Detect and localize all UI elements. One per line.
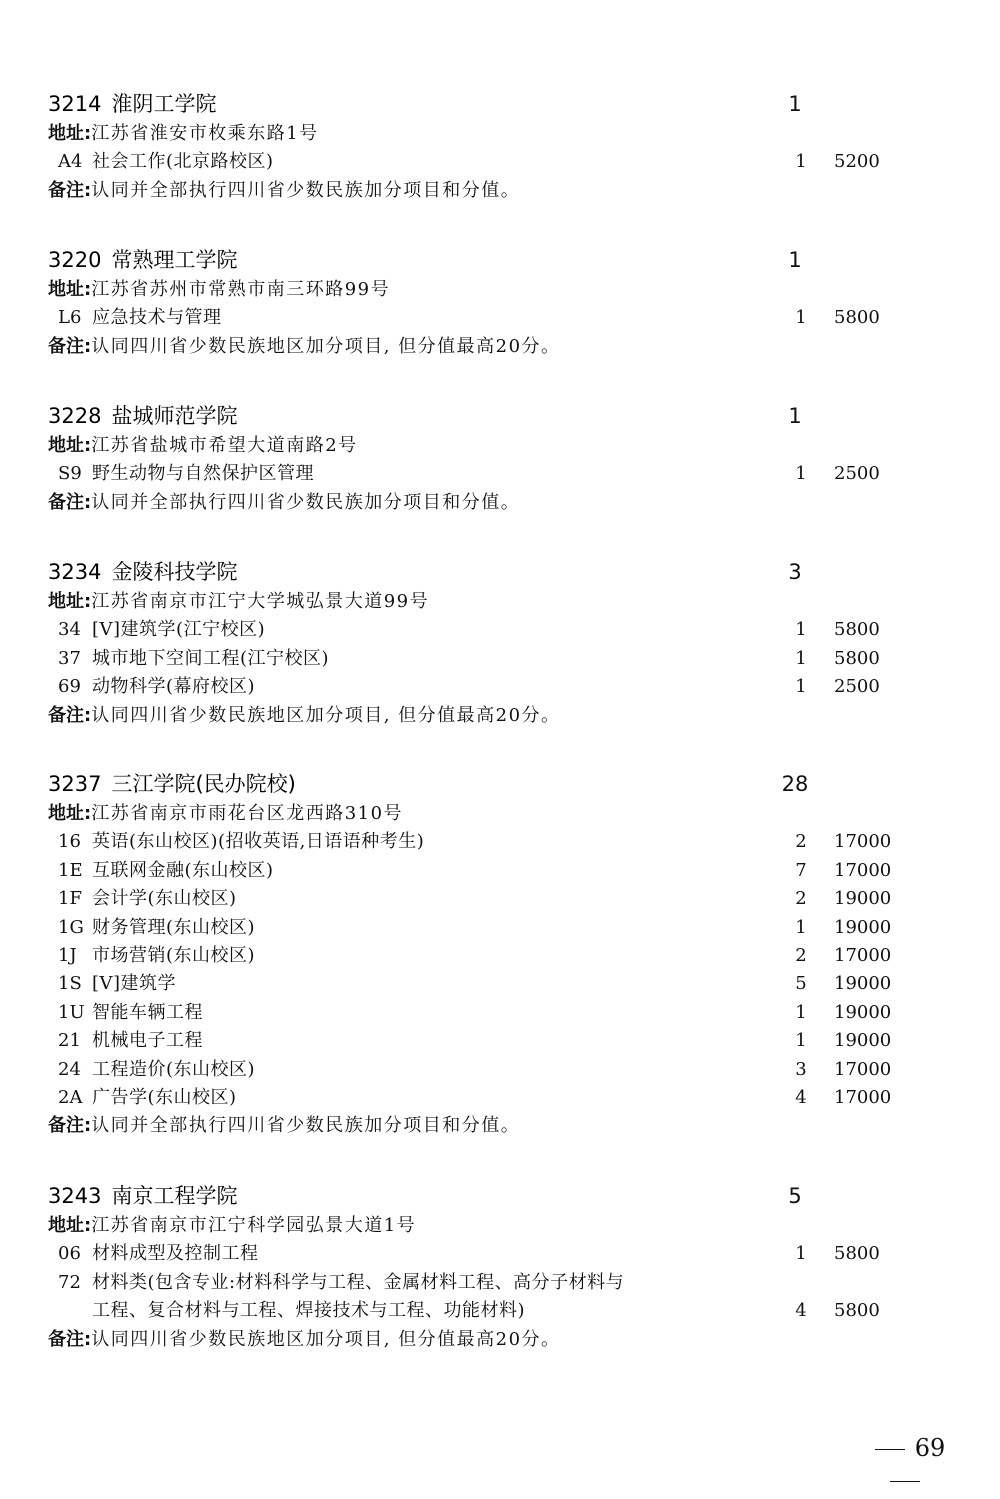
address-line: [48, 276, 390, 304]
school-header: [0, 768, 1000, 800]
major-code: 06: [58, 1243, 81, 1265]
address-text: 江苏省盐城市希望大道南路2号: [91, 435, 358, 456]
major-count: 1: [795, 619, 807, 641]
major-name: 互联网金融(东山校区): [92, 859, 274, 881]
major-count: 4: [795, 1300, 807, 1322]
school-block: [0, 1180, 1000, 1354]
major-name: 智能车辆工程: [92, 1001, 203, 1023]
address-row: [0, 1212, 1000, 1240]
major-name: 社会工作(北京路校区): [92, 151, 274, 173]
school-header: [0, 1180, 1000, 1212]
major-row: [0, 970, 1000, 998]
major-count: 1: [795, 1030, 807, 1052]
note-label: 备注:: [48, 704, 92, 726]
major-fee: 19000: [834, 916, 892, 938]
school-header: [0, 244, 1000, 276]
school-header: [0, 400, 1000, 432]
major-name: 动物科学(幕府校区): [92, 676, 256, 698]
address-line: [48, 432, 358, 460]
major-code: 1U: [58, 1001, 85, 1023]
major-row: [0, 616, 1000, 644]
school-title: [48, 244, 237, 276]
school-name: 南京工程学院: [111, 1184, 238, 1208]
major-count: 1: [795, 307, 807, 329]
major-name: 会计学(东山校区): [92, 888, 237, 910]
school-title: [48, 556, 237, 588]
major-row: [0, 148, 1000, 176]
school-total-quota: 1: [788, 92, 802, 116]
major-code: 1E: [58, 859, 83, 881]
dash-left: [875, 1449, 905, 1451]
major-name: 广告学(东山校区): [92, 1086, 237, 1108]
address-text: 江苏省南京市雨花台区龙西路310号: [91, 803, 404, 824]
address-row: [0, 432, 1000, 460]
school-header: [0, 88, 1000, 120]
school-code: 3243: [48, 1184, 102, 1208]
school-code: 3234: [48, 560, 102, 584]
note-row: [0, 177, 1000, 205]
school-total-quota: 28: [781, 772, 809, 796]
major-row: [0, 1269, 1000, 1297]
address-line: [48, 1212, 416, 1240]
note-text: 认同四川省少数民族地区加分项目, 但分值最高20分。: [91, 1328, 561, 1350]
major-row: [0, 1084, 1000, 1112]
school-name: 淮阴工学院: [111, 92, 217, 116]
major-code: 1J: [58, 944, 77, 966]
major-code: A4: [58, 151, 83, 173]
major-fee: 19000: [834, 1030, 892, 1052]
address-line: [48, 588, 429, 616]
address-label: 地址:: [48, 279, 92, 300]
address-line: [48, 800, 403, 828]
school-block: [0, 556, 1000, 730]
major-count: 1: [795, 647, 807, 669]
school-title: [48, 768, 296, 800]
major-count: 5: [795, 973, 807, 995]
major-fee: 17000: [834, 859, 892, 881]
major-fee: 5800: [834, 619, 880, 641]
major-code: 37: [58, 647, 81, 669]
major-fee: 19000: [834, 973, 892, 995]
major-fee: 17000: [834, 831, 892, 853]
address-row: [0, 276, 1000, 304]
major-row-continued: [0, 1297, 1000, 1325]
note-row: [0, 333, 1000, 361]
note-text: 认同四川省少数民族地区加分项目, 但分值最高20分。: [91, 704, 561, 726]
major-code: L6: [58, 307, 82, 329]
major-fee: 5800: [834, 1243, 880, 1265]
major-name: 英语(东山校区)(招收英语,日语语种考生): [92, 831, 425, 853]
major-code: 1G: [58, 916, 84, 938]
major-fee: 5200: [834, 151, 880, 173]
major-fee: 17000: [834, 1086, 892, 1108]
major-row: [0, 942, 1000, 970]
school-name: 金陵科技学院: [111, 560, 238, 584]
major-code: 34: [58, 619, 81, 641]
major-code: 16: [58, 831, 81, 853]
major-row: [0, 857, 1000, 885]
school-code: 3220: [48, 248, 102, 272]
major-name: 财务管理(东山校区): [92, 916, 256, 938]
major-name: 材料成型及控制工程: [92, 1243, 259, 1265]
school-title: [48, 88, 216, 120]
major-count: 2: [795, 831, 807, 853]
dash-right: [890, 1481, 920, 1483]
major-row: [0, 828, 1000, 856]
page-number: [846, 1432, 964, 1464]
address-label: 地址:: [48, 123, 92, 144]
note-label: 备注:: [48, 335, 92, 357]
major-name: 应急技术与管理: [92, 307, 222, 329]
major-name-continued: 工程、复合材料与工程、焊接技术与工程、功能材料): [92, 1300, 526, 1322]
major-count: 1: [795, 463, 807, 485]
school-total-quota: 1: [788, 248, 802, 272]
major-code: 2A: [58, 1086, 83, 1108]
major-row: [0, 914, 1000, 942]
major-code: 21: [58, 1030, 81, 1052]
school-block: [0, 244, 1000, 361]
major-name: [V]建筑学(江宁校区): [92, 619, 266, 641]
address-text: 江苏省苏州市常熟市南三环路99号: [91, 279, 391, 300]
major-code: 69: [58, 676, 81, 698]
major-name: 城市地下空间工程(江宁校区): [92, 647, 330, 669]
major-fee: 5800: [834, 647, 880, 669]
major-row: [0, 645, 1000, 673]
major-name: 野生动物与自然保护区管理: [92, 463, 314, 485]
major-fee: 5800: [834, 307, 880, 329]
note-line: [48, 333, 561, 361]
note-text: 认同并全部执行四川省少数民族加分项目和分值。: [91, 1115, 521, 1137]
major-name: 工程造价(东山校区): [92, 1058, 256, 1080]
school-total-quota: 3: [788, 560, 802, 584]
major-count: 1: [795, 1243, 807, 1265]
school-block: [0, 400, 1000, 517]
major-fee: 19000: [834, 1001, 892, 1023]
major-count: 1: [795, 151, 807, 173]
major-name: [V]建筑学: [92, 973, 177, 995]
address-label: 地址:: [48, 1215, 92, 1236]
major-row: [0, 1027, 1000, 1055]
major-fee: 17000: [834, 1058, 892, 1080]
address-label: 地址:: [48, 435, 92, 456]
major-row: [0, 673, 1000, 701]
school-code: 3237: [48, 772, 102, 796]
school-name: 常熟理工学院: [111, 248, 238, 272]
note-line: [48, 177, 520, 205]
note-label: 备注:: [48, 179, 92, 201]
note-line: [48, 1112, 520, 1140]
address-row: [0, 120, 1000, 148]
major-row: [0, 460, 1000, 488]
note-text: 认同四川省少数民族地区加分项目, 但分值最高20分。: [91, 335, 561, 357]
school-title: [48, 1180, 237, 1212]
major-fee: 19000: [834, 888, 892, 910]
school-title: [48, 400, 237, 432]
address-line: [48, 120, 319, 148]
address-text: 江苏省南京市江宁科学园弘景大道1号: [91, 1215, 417, 1236]
major-code: S9: [58, 463, 82, 485]
major-code: 1S: [58, 973, 82, 995]
major-code: 24: [58, 1058, 81, 1080]
major-fee: 2500: [834, 676, 880, 698]
address-row: [0, 800, 1000, 828]
note-line: [48, 489, 520, 517]
major-count: 2: [795, 888, 807, 910]
address-label: 地址:: [48, 803, 92, 824]
school-name: 三江学院(民办院校): [111, 772, 296, 796]
major-row: [0, 885, 1000, 913]
major-code: 72: [58, 1271, 81, 1293]
note-label: 备注:: [48, 1328, 92, 1350]
major-name: 市场营销(东山校区): [92, 944, 256, 966]
major-count: 1: [795, 916, 807, 938]
note-line: [48, 702, 561, 730]
major-code: 1F: [58, 888, 82, 910]
address-label: 地址:: [48, 591, 92, 612]
major-fee: 2500: [834, 463, 880, 485]
address-text: 江苏省南京市江宁大学城弘景大道99号: [91, 591, 430, 612]
major-count: 3: [795, 1058, 807, 1080]
note-row: [0, 702, 1000, 730]
major-count: 7: [795, 859, 807, 881]
note-label: 备注:: [48, 491, 92, 513]
major-fee: 17000: [834, 944, 892, 966]
school-code: 3228: [48, 404, 102, 428]
major-row: [0, 1240, 1000, 1268]
school-total-quota: 1: [788, 404, 802, 428]
address-text: 江苏省淮安市枚乘东路1号: [91, 123, 319, 144]
school-code: 3214: [48, 92, 102, 116]
note-text: 认同并全部执行四川省少数民族加分项目和分值。: [91, 491, 521, 513]
major-count: 2: [795, 944, 807, 966]
note-line: [48, 1326, 561, 1354]
major-row: [0, 999, 1000, 1027]
page-number-text: 69: [914, 1434, 946, 1462]
major-count: 1: [795, 676, 807, 698]
school-name: 盐城师范学院: [111, 404, 238, 428]
school-block: [0, 88, 1000, 205]
major-count: 4: [795, 1086, 807, 1108]
school-header: [0, 556, 1000, 588]
major-row: [0, 304, 1000, 332]
address-row: [0, 588, 1000, 616]
major-row: [0, 1056, 1000, 1084]
note-row: [0, 1326, 1000, 1354]
note-row: [0, 1112, 1000, 1140]
school-total-quota: 5: [788, 1184, 802, 1208]
note-row: [0, 489, 1000, 517]
note-label: 备注:: [48, 1115, 92, 1137]
major-fee: 5800: [834, 1300, 880, 1322]
note-text: 认同并全部执行四川省少数民族加分项目和分值。: [91, 179, 521, 201]
school-block: [0, 768, 1000, 1141]
major-name: 材料类(包含专业:材料科学与工程、金属材料工程、高分子材料与: [92, 1271, 625, 1293]
major-name: 机械电子工程: [92, 1030, 203, 1052]
major-count: 1: [795, 1001, 807, 1023]
